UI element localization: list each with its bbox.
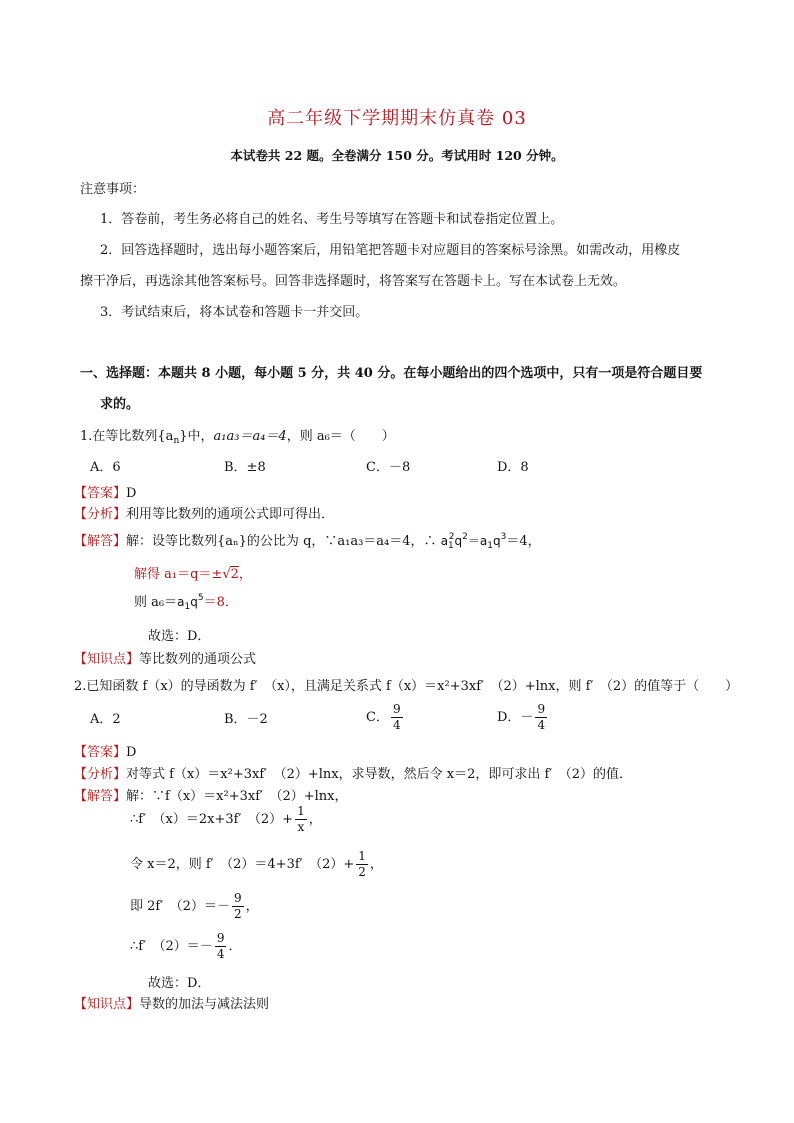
q2-answer: 【答案】D bbox=[74, 745, 137, 760]
q1-answer: 【答案】D bbox=[74, 486, 137, 501]
exam-info: 本试卷共 22 题。全卷满分 150 分。考试用时 120 分钟。 bbox=[230, 148, 564, 163]
q1-step-1: 解得 a₁＝q＝±√2， bbox=[134, 567, 252, 582]
q2-step-1: ∴f′ （x）＝2x+3f′ （2）+ $\frac{1}{x}$ ， bbox=[130, 804, 322, 834]
q1-option-d: D．8 bbox=[497, 460, 529, 475]
q2-stem: 2.已知函数 f（x）的导函数为 f′ （x），且满足关系式 f（x）＝x²+3xf′ （2）+lnx，则 f′ （2）的值等于（ ） bbox=[74, 679, 739, 694]
q2-option-b: B．－2 bbox=[224, 712, 268, 727]
q1-option-b: B．±8 bbox=[224, 460, 266, 475]
q2-option-d: D．－ $\frac{9}{4}$ bbox=[497, 702, 546, 732]
note-item-2a: 2．回答选择题时，选出每小题答案后，用铅笔把答题卡对应题目的答案标号涂黑。如需改动，用橡皮 bbox=[100, 243, 681, 258]
q1-step-2: 则 $a_6=a_1q^5=8$． bbox=[134, 593, 238, 612]
section-heading-line2: 求的。 bbox=[100, 397, 140, 412]
note-item-2b: 擦干净后，再选涂其他答案标号。回答非选择题时，将答案写在答题卡上。写在本试卷上无效。 bbox=[80, 274, 627, 289]
q2-analysis: 【分析】对等式 f（x）＝x²+3xf′ （2）+lnx，求导数，然后令 x＝2，即可求出 f′ （2）的值． bbox=[74, 767, 633, 782]
q2-option-a: A．2 bbox=[90, 712, 121, 727]
q1-stem: 1.在等比数列$\{a_n\}$中，a₁a₃＝a₄＝4，则 a₆＝（ ） bbox=[80, 429, 395, 446]
note-item-1: 1．答卷前，考生务必将自己的姓名、考生号等填写在答题卡和试卷指定位置上。 bbox=[100, 212, 564, 227]
q1-solution: 【解答】解：设等比数列{aₙ}的公比为 q，∵a₁a₃＝a₄＝4，∴ $a_1^2q^2=a_1q^3=4$， bbox=[74, 532, 541, 551]
q2-step-4: ∴f′ （2）＝－ $\frac{9}{4}$ ． bbox=[130, 931, 242, 961]
notes-heading: 注意事项： bbox=[80, 182, 146, 197]
q2-step-2: 令 x＝2，则 f′ （2）＝4+3f′ （2）+ $\frac{1}{2}$ ， bbox=[130, 849, 383, 879]
q2-knowledge: 【知识点】导数的加法与减法法则 bbox=[74, 997, 270, 1012]
q1-analysis: 【分析】利用等比数列的通项公式即可得出． bbox=[74, 507, 335, 522]
q1-knowledge: 【知识点】等比数列的通项公式 bbox=[74, 652, 257, 667]
q2-choose: 故选：D． bbox=[148, 976, 211, 991]
q2-option-c: C． $\frac{9}{4}$ bbox=[366, 702, 401, 732]
section-heading-line1: 一、选择题：本题共 8 小题，每小题 5 分，共 40 分。在每小题给出的四个选项中，只有一项是符合题目要 bbox=[80, 366, 703, 381]
page-title: 高二年级下学期期末仿真卷 03 bbox=[267, 108, 527, 129]
note-item-3: 3．考试结束后，将本试卷和答题卡一并交回。 bbox=[100, 305, 369, 320]
q1-choose: 故选：D． bbox=[148, 629, 211, 644]
q2-step-3: 即 2f′ （2）＝－ $\frac{9}{2}$ ， bbox=[130, 891, 259, 921]
q1-option-c: C．－8 bbox=[366, 460, 411, 475]
q2-solution: 【解答】解：∵f（x）＝x²+3xf′ （2）+lnx， bbox=[74, 789, 348, 804]
q1-option-a: A．6 bbox=[90, 460, 121, 475]
